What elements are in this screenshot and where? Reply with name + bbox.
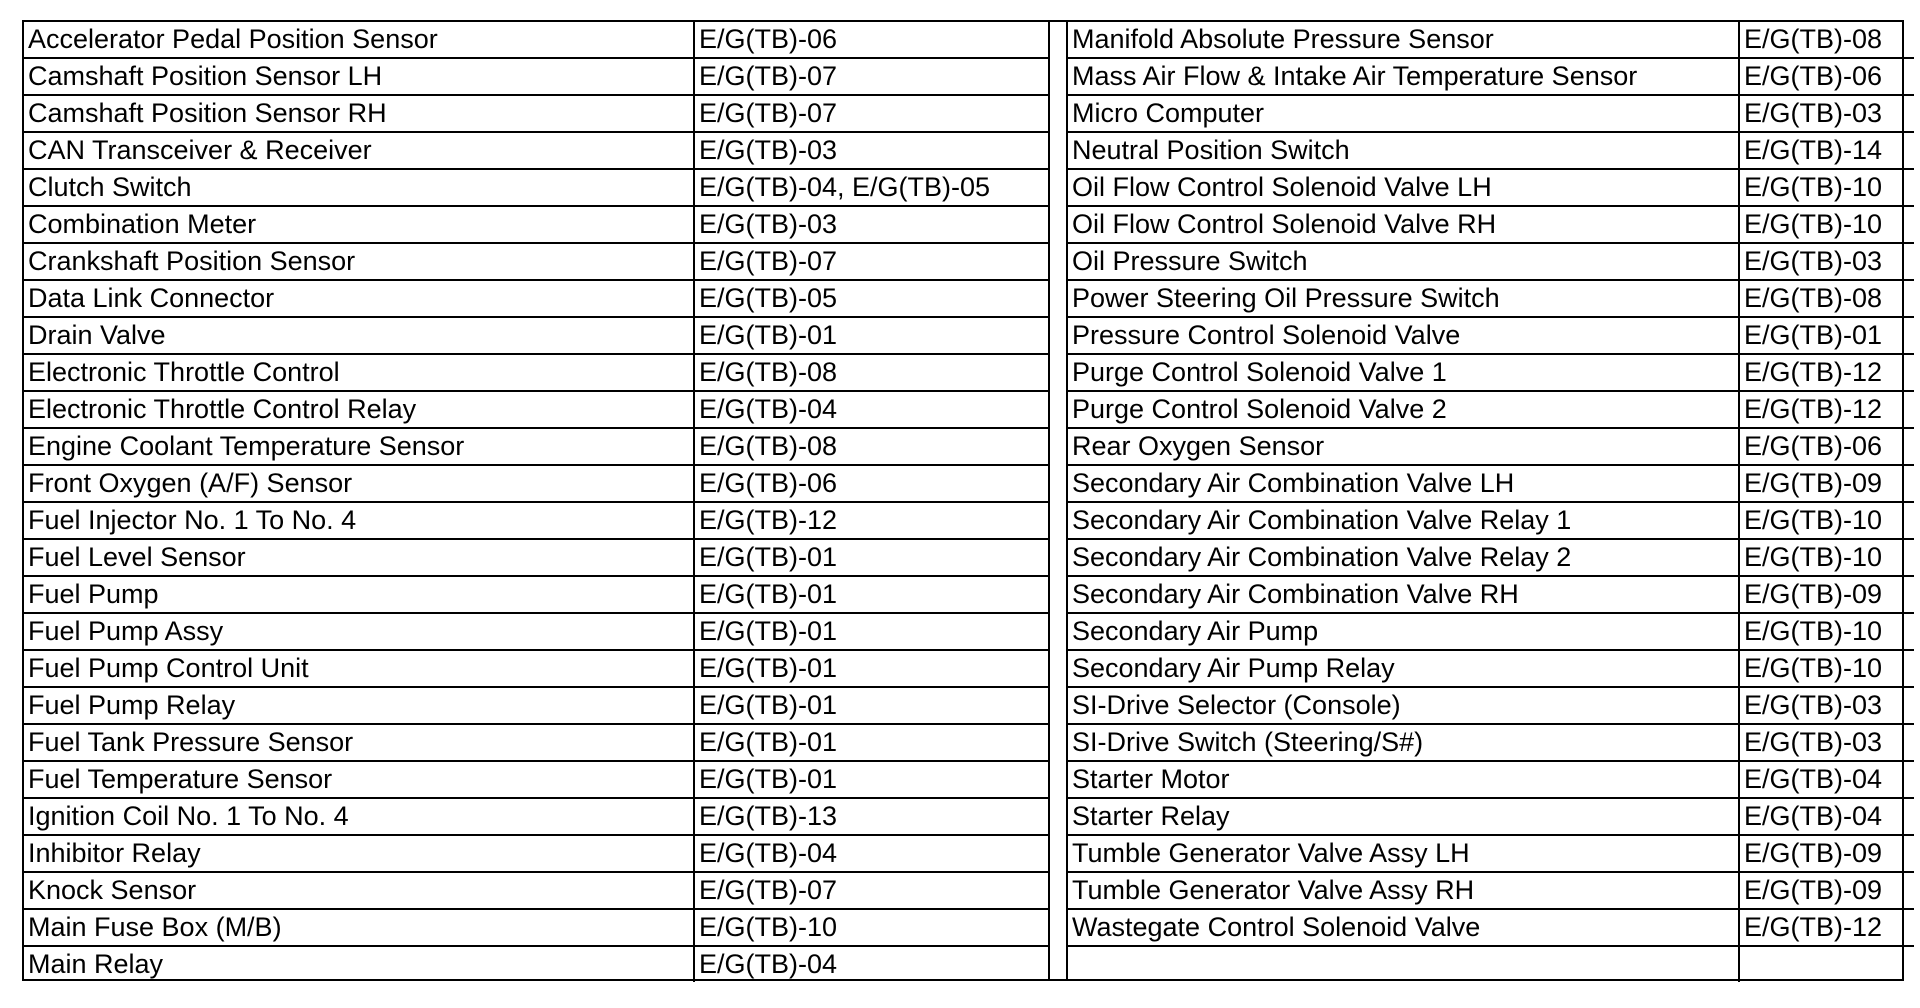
table-row: [24, 946, 1048, 982]
diagram-reference-cell: E/G(TB)-03: [1739, 243, 1914, 280]
component-name-cell: Electronic Throttle Control: [24, 354, 694, 391]
diagram-reference-cell: E/G(TB)-07: [694, 872, 1048, 909]
component-name-cell: Inhibitor Relay: [24, 835, 694, 872]
component-name-cell: Secondary Air Combination Valve Relay 1: [1068, 502, 1739, 539]
component-name-cell: Electronic Throttle Control Relay: [24, 391, 694, 428]
diagram-reference-cell: E/G(TB)-08: [1739, 280, 1914, 317]
table-row: [24, 539, 1048, 576]
table-row: [1068, 502, 1914, 539]
component-name-cell: [1068, 946, 1739, 982]
component-name-cell: Manifold Absolute Pressure Sensor: [1068, 22, 1739, 58]
diagram-reference-cell: E/G(TB)-06: [694, 465, 1048, 502]
component-name-cell: Drain Valve: [24, 317, 694, 354]
component-name-cell: Clutch Switch: [24, 169, 694, 206]
component-name-cell: Camshaft Position Sensor LH: [24, 58, 694, 95]
component-name-cell: SI-Drive Switch (Steering/S#): [1068, 724, 1739, 761]
component-name-cell: Engine Coolant Temperature Sensor: [24, 428, 694, 465]
diagram-reference-cell: E/G(TB)-04: [694, 835, 1048, 872]
table-row: [1068, 539, 1914, 576]
diagram-reference-cell: E/G(TB)-01: [1739, 317, 1914, 354]
diagram-reference-cell: E/G(TB)-12: [1739, 354, 1914, 391]
component-name-cell: SI-Drive Selector (Console): [1068, 687, 1739, 724]
table-row: [24, 576, 1048, 613]
component-name-cell: Purge Control Solenoid Valve 2: [1068, 391, 1739, 428]
right-index-column: [1068, 22, 1914, 982]
diagram-reference-cell: E/G(TB)-03: [694, 132, 1048, 169]
diagram-reference-cell: E/G(TB)-09: [1739, 576, 1914, 613]
table-row: [24, 169, 1048, 206]
diagram-reference-cell: E/G(TB)-12: [694, 502, 1048, 539]
diagram-reference-cell: E/G(TB)-09: [1739, 465, 1914, 502]
table-row: [1068, 58, 1914, 95]
table-row: [1068, 391, 1914, 428]
table-row: [24, 58, 1048, 95]
right-index-body: [1068, 22, 1914, 982]
table-row: [1068, 650, 1914, 687]
component-name-cell: Oil Flow Control Solenoid Valve RH: [1068, 206, 1739, 243]
table-row: [1068, 724, 1914, 761]
diagram-reference-cell: E/G(TB)-09: [1739, 872, 1914, 909]
component-name-cell: Oil Flow Control Solenoid Valve LH: [1068, 169, 1739, 206]
table-row: [1068, 576, 1914, 613]
table-row: [24, 132, 1048, 169]
component-name-cell: Main Fuse Box (M/B): [24, 909, 694, 946]
diagram-reference-cell: E/G(TB)-03: [1739, 724, 1914, 761]
diagram-reference-cell: E/G(TB)-04, E/G(TB)-05: [694, 169, 1048, 206]
component-name-cell: Power Steering Oil Pressure Switch: [1068, 280, 1739, 317]
table-row: [1068, 132, 1914, 169]
component-name-cell: Secondary Air Pump Relay: [1068, 650, 1739, 687]
column-separator: [1048, 22, 1068, 979]
diagram-reference-cell: E/G(TB)-10: [1739, 206, 1914, 243]
table-row: [1068, 798, 1914, 835]
table-row: [1068, 761, 1914, 798]
diagram-reference-cell: E/G(TB)-04: [694, 391, 1048, 428]
component-name-cell: Mass Air Flow & Intake Air Temperature Sensor: [1068, 58, 1739, 95]
table-row: [1068, 428, 1914, 465]
component-name-cell: Secondary Air Combination Valve RH: [1068, 576, 1739, 613]
table-row: [24, 613, 1048, 650]
component-name-cell: Front Oxygen (A/F) Sensor: [24, 465, 694, 502]
table-row: [1068, 835, 1914, 872]
table-row: [24, 280, 1048, 317]
component-name-cell: Secondary Air Pump: [1068, 613, 1739, 650]
table-row: [1068, 872, 1914, 909]
diagram-reference-cell: E/G(TB)-08: [694, 428, 1048, 465]
diagram-reference-cell: E/G(TB)-09: [1739, 835, 1914, 872]
diagram-reference-cell: E/G(TB)-07: [694, 58, 1048, 95]
component-name-cell: Accelerator Pedal Position Sensor: [24, 22, 694, 58]
table-row: [24, 909, 1048, 946]
table-row: [24, 502, 1048, 539]
table-row: [1068, 687, 1914, 724]
table-row: [24, 354, 1048, 391]
diagram-reference-cell: E/G(TB)-10: [1739, 539, 1914, 576]
table-row: [1068, 354, 1914, 391]
component-name-cell: Ignition Coil No. 1 To No. 4: [24, 798, 694, 835]
component-name-cell: Camshaft Position Sensor RH: [24, 95, 694, 132]
component-name-cell: Tumble Generator Valve Assy RH: [1068, 872, 1739, 909]
diagram-reference-cell: E/G(TB)-03: [1739, 687, 1914, 724]
diagram-reference-cell: E/G(TB)-10: [694, 909, 1048, 946]
diagram-reference-cell: E/G(TB)-07: [694, 95, 1048, 132]
table-row: [24, 428, 1048, 465]
diagram-reference-cell: E/G(TB)-04: [699, 949, 838, 979]
table-row: [24, 872, 1048, 909]
diagram-reference-cell: E/G(TB)-13: [694, 798, 1048, 835]
table-row: [24, 391, 1048, 428]
diagram-reference-cell: E/G(TB)-01: [694, 576, 1048, 613]
component-name-cell: Knock Sensor: [24, 872, 694, 909]
component-name-cell: Rear Oxygen Sensor: [1068, 428, 1739, 465]
component-index-table: [22, 20, 1904, 981]
component-name-cell: Starter Motor: [1068, 761, 1739, 798]
component-name-cell: Main Relay: [24, 946, 694, 982]
table-row: [24, 317, 1048, 354]
diagram-reference-cell: E/G(TB)-01: [694, 650, 1048, 687]
diagram-reference-cell: E/G(TB)-10: [1739, 613, 1914, 650]
component-name-cell: Fuel Tank Pressure Sensor: [24, 724, 694, 761]
table-row: [24, 835, 1048, 872]
table-row: [1068, 206, 1914, 243]
diagram-reference-cell: E/G(TB)-03: [694, 206, 1048, 243]
table-row: [24, 724, 1048, 761]
component-name-cell: Starter Relay: [1068, 798, 1739, 835]
table-row: [24, 95, 1048, 132]
component-name-cell: Fuel Pump: [24, 576, 694, 613]
diagram-reference-cell: [1739, 946, 1914, 982]
diagram-reference-cell: E/G(TB)-06: [1739, 58, 1914, 95]
component-name-cell: Secondary Air Combination Valve Relay 2: [1068, 539, 1739, 576]
table-row: [1068, 243, 1914, 280]
diagram-reference-cell: E/G(TB)-14: [1739, 132, 1914, 169]
diagram-reference-cell: E/G(TB)-04: [1739, 798, 1914, 835]
left-index-column: [24, 22, 1048, 982]
diagram-reference-cell: E/G(TB)-04: [1739, 761, 1914, 798]
component-name-cell: Fuel Pump Relay: [24, 687, 694, 724]
component-name-cell: Combination Meter: [24, 206, 694, 243]
table-row: [24, 206, 1048, 243]
table-row: [24, 243, 1048, 280]
table-row: [24, 22, 1048, 58]
component-name-cell: Fuel Pump Assy: [24, 613, 694, 650]
table-row: [1068, 317, 1914, 354]
component-name-cell: Tumble Generator Valve Assy LH: [1068, 835, 1739, 872]
component-name-cell: Oil Pressure Switch: [1068, 243, 1739, 280]
diagram-reference-cell: E/G(TB)-07: [694, 243, 1048, 280]
diagram-reference-cell: E/G(TB)-12: [1739, 909, 1914, 946]
component-name-cell: Fuel Temperature Sensor: [24, 761, 694, 798]
table-row: [1068, 169, 1914, 206]
table-row: [24, 465, 1048, 502]
table-row: [24, 798, 1048, 835]
component-name-cell: Secondary Air Combination Valve LH: [1068, 465, 1739, 502]
component-name-cell: Purge Control Solenoid Valve 1: [1068, 354, 1739, 391]
table-row: [24, 687, 1048, 724]
table-row: [1068, 465, 1914, 502]
diagram-reference-cell: E/G(TB)-08: [1739, 22, 1914, 58]
table-row: [1068, 946, 1914, 982]
table-row: [1068, 95, 1914, 132]
component-name-cell: Fuel Injector No. 1 To No. 4: [24, 502, 694, 539]
table-row: [1068, 909, 1914, 946]
component-name-cell: Data Link Connector: [24, 280, 694, 317]
diagram-reference-cell: E/G(TB)-10: [1739, 169, 1914, 206]
component-name-cell: Neutral Position Switch: [1068, 132, 1739, 169]
diagram-reference-cell: E/G(TB)-01: [694, 539, 1048, 576]
diagram-reference-cell: E/G(TB)-01: [694, 724, 1048, 761]
diagram-reference-cell: E/G(TB)-08: [694, 354, 1048, 391]
component-name-cell: Wastegate Control Solenoid Valve: [1068, 909, 1739, 946]
table-row: [1068, 613, 1914, 650]
diagram-reference-cell: E/G(TB)-06: [694, 22, 1048, 58]
diagram-reference-cell: E/G(TB)-03: [1739, 95, 1914, 132]
table-row: [24, 761, 1048, 798]
diagram-reference-cell: E/G(TB)-05: [694, 280, 1048, 317]
diagram-reference-cell: E/G(TB)-01: [694, 317, 1048, 354]
diagram-reference-cell: E/G(TB)-01: [694, 761, 1048, 798]
component-name-cell: Fuel Pump Control Unit: [24, 650, 694, 687]
left-index-body: [24, 22, 1048, 982]
component-name-cell: Crankshaft Position Sensor: [24, 243, 694, 280]
diagram-reference-cell: E/G(TB)-06: [1739, 428, 1914, 465]
component-name-cell: Micro Computer: [1068, 95, 1739, 132]
diagram-reference-cell: E/G(TB)-10: [1739, 650, 1914, 687]
table-row: [1068, 280, 1914, 317]
component-name-cell: CAN Transceiver & Receiver: [24, 132, 694, 169]
diagram-reference-cell: E/G(TB)-01: [694, 613, 1048, 650]
component-name-cell: Fuel Level Sensor: [24, 539, 694, 576]
diagram-reference-cell: E/G(TB)-12: [1739, 391, 1914, 428]
table-row: [1068, 22, 1914, 58]
diagram-reference-cell: E/G(TB)-10: [1739, 502, 1914, 539]
component-name-cell: Pressure Control Solenoid Valve: [1068, 317, 1739, 354]
table-row: [24, 650, 1048, 687]
diagram-reference-cell: E/G(TB)-01: [694, 687, 1048, 724]
